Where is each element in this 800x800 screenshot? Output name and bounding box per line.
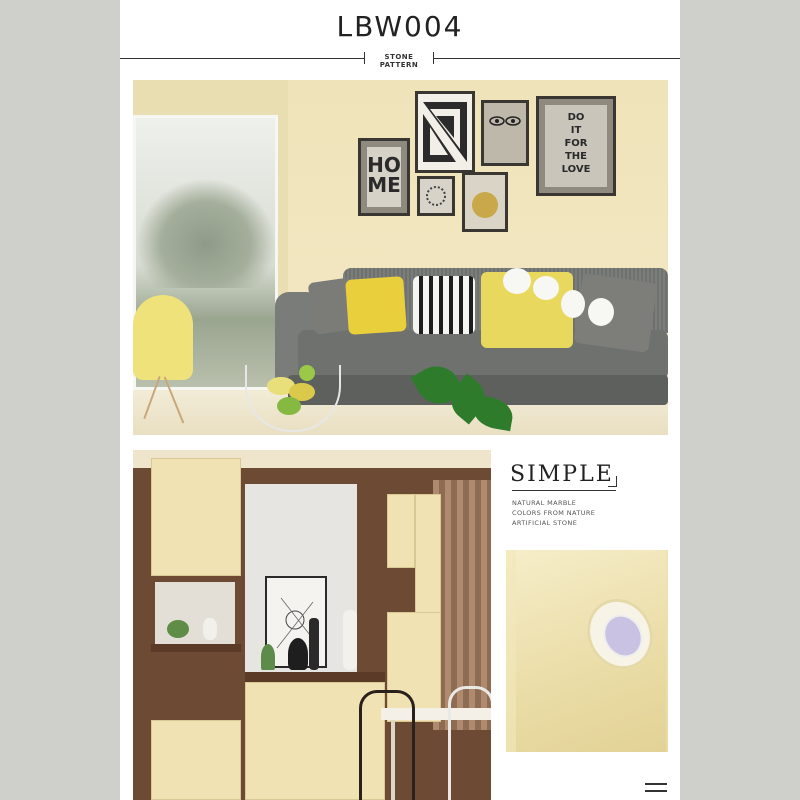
striped-pillow	[413, 276, 475, 334]
home-art-line1: HO	[367, 153, 401, 177]
feature-line-2: COLORS FROM NATURE	[512, 509, 596, 517]
divider-right	[434, 58, 680, 59]
feature-title: SIMPLE	[510, 462, 614, 487]
product-page	[120, 0, 680, 800]
home-art-frame	[358, 138, 410, 216]
hamburger-icon[interactable]	[645, 783, 667, 793]
gold-circle-art-frame	[462, 172, 508, 232]
yellow-chair	[133, 295, 193, 380]
love-art-frame	[536, 96, 616, 196]
divider-left	[120, 58, 364, 59]
cabinet-photo	[133, 450, 491, 800]
feature-title-underline	[512, 490, 616, 491]
yellow-pillow	[345, 276, 407, 335]
home-art-line2: ME	[367, 173, 401, 197]
wreath-art-frame	[417, 176, 455, 216]
love-line-5: LOVE	[561, 164, 591, 175]
product-subtitle: STONE PATTERN	[379, 53, 419, 69]
white-chair	[448, 686, 491, 800]
love-line-1: DO	[567, 112, 585, 123]
hand-sculpture	[343, 610, 357, 670]
black-vase	[288, 638, 308, 670]
love-line-3: FOR	[564, 138, 588, 149]
feature-title-corner	[608, 476, 617, 487]
feature-line-1: NATURAL MARBLE	[512, 499, 577, 507]
living-room-photo	[133, 80, 668, 435]
geometric-art-frame	[415, 91, 475, 173]
feature-line-3: ARTIFICIAL STONE	[512, 519, 578, 527]
cabinet-door-upper-left	[151, 458, 241, 576]
wallpaper-roll-photo	[506, 550, 668, 752]
love-line-4: THE	[564, 151, 588, 162]
eyes-art-frame	[481, 100, 529, 166]
small-plant	[261, 644, 275, 670]
love-line-2: IT	[570, 125, 582, 136]
feature-description	[512, 498, 652, 528]
gray-pillow-right	[573, 273, 657, 353]
black-chair	[359, 690, 415, 800]
product-title: LBW004	[336, 10, 464, 43]
